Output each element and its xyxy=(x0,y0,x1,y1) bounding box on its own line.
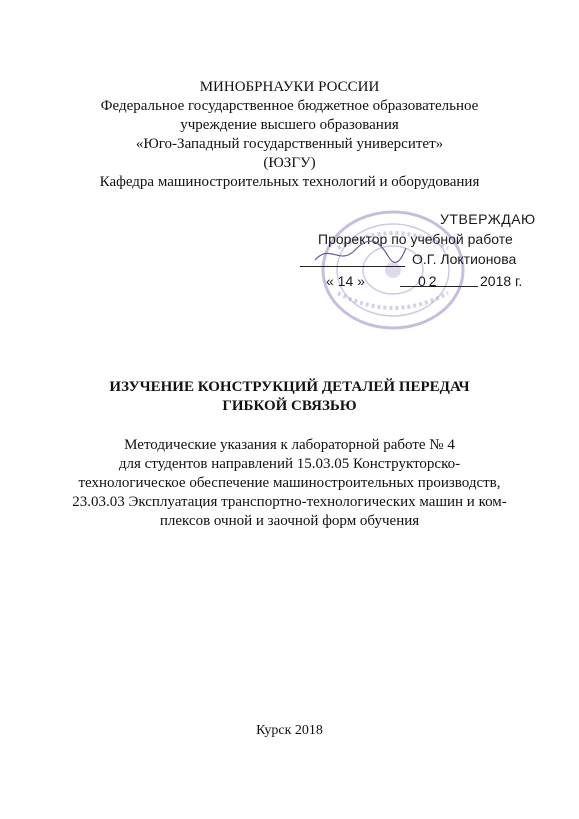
description-line-4: 23.03.03 Эксплуатация транспортно-технологических машин и ком- xyxy=(72,494,507,510)
title-line-1: ИЗУЧЕНИЕ КОНСТРУКЦИЙ ДЕТАЛЕЙ ПЕРЕДАЧ xyxy=(109,379,470,395)
institution-level-line: учреждение высшего образования xyxy=(180,117,399,133)
approver-name: О.Г. Локтионова xyxy=(412,251,517,267)
place-year: Курск 2018 xyxy=(256,723,323,738)
description-line-1: Методические указания к лабораторной работе № 4 xyxy=(124,437,455,453)
institution-type-line: Федеральное государственное бюджетное образовательное xyxy=(100,98,479,114)
approver-position: Проректор по учебной работе xyxy=(318,231,513,247)
description-line-3: технологическое обеспечение машиностроительных производств, xyxy=(78,475,501,491)
approval-year: 2018 г. xyxy=(480,273,523,289)
description-line-2: для студентов направлений 15.03.05 Конструкторско- xyxy=(118,456,461,472)
signature-mark xyxy=(310,238,410,268)
approval-heading: УТВЕРЖДАЮ xyxy=(440,211,536,227)
approval-block xyxy=(300,210,540,320)
university-name-line: «Юго-Западный государственный университет» xyxy=(135,136,444,152)
description-line-5: плексов очной и заочной форм обучения xyxy=(159,513,420,529)
document-description xyxy=(0,436,579,531)
document-title xyxy=(0,378,579,416)
institution-header xyxy=(0,78,579,192)
university-abbr-line: (ЮЗГУ) xyxy=(263,155,316,171)
title-line-2: ГИБКОЙ СВЯЗЬЮ xyxy=(222,398,357,414)
approval-month: 02 xyxy=(418,273,440,289)
ministry-line: МИНОБРНАУКИ РОССИИ xyxy=(199,79,380,95)
approval-day: « 14 » xyxy=(326,273,365,289)
department-line: Кафедра машиностроительных технологий и оборудования xyxy=(99,174,480,190)
